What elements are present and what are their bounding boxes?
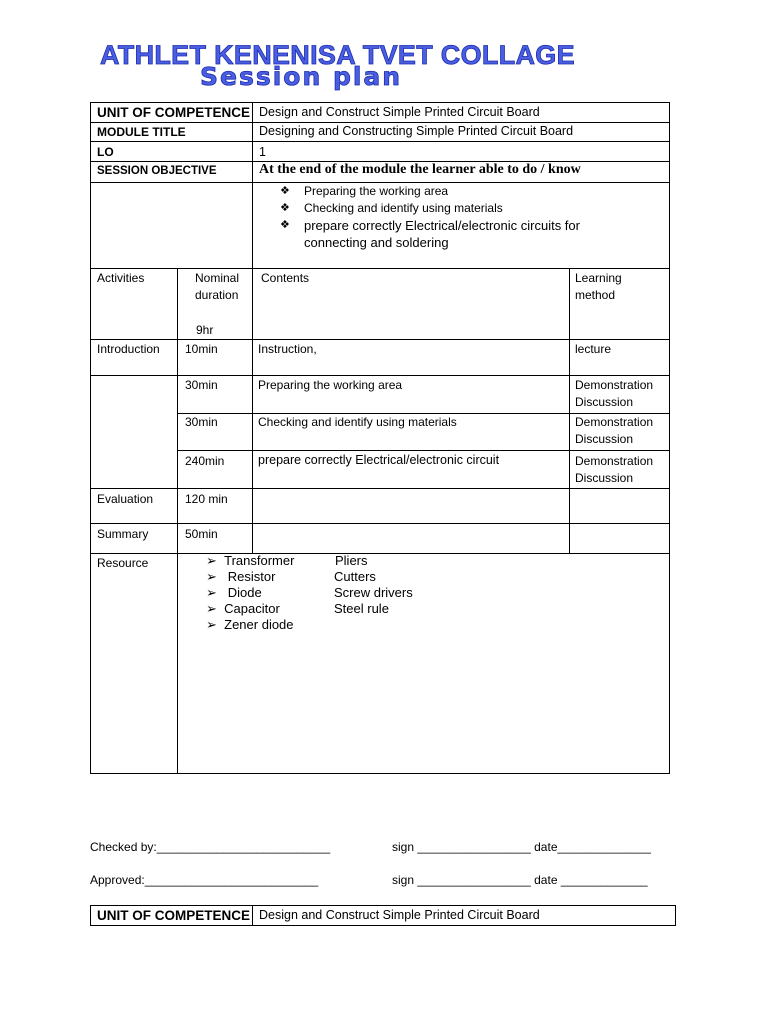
arrow-bullet-icon: ➢: [206, 553, 217, 568]
method: lecture: [575, 342, 612, 356]
content: prepare correctly Electrical/electronic circuit: [258, 453, 500, 467]
col-activities: Activities: [97, 271, 145, 285]
diamond-bullet-icon: ❖: [280, 185, 290, 197]
arrow-bullet-icon: ➢: [206, 569, 217, 584]
duration: 240min: [185, 454, 225, 468]
duration: 10min: [185, 342, 218, 356]
method: Demonstration Discussion: [575, 454, 654, 485]
list-item: Screw drivers: [334, 585, 413, 600]
objective-label: SESSION OBJECTIVE: [97, 165, 217, 177]
col-contents: Contents: [261, 271, 310, 285]
content: Instruction,: [258, 342, 317, 356]
duration: 30min: [185, 378, 218, 392]
unit-value: Design and Construct Simple Printed Circuit Board: [259, 105, 540, 119]
list-item: Steel rule: [334, 601, 389, 616]
objective-value: At the end of the module the learner able to do / know: [259, 162, 581, 177]
list-item: ➢ Zener diode: [206, 617, 294, 632]
session-plan-title: Session plan: [200, 62, 403, 91]
arrow-bullet-icon: ➢: [206, 585, 217, 600]
list-item: Pliers: [335, 553, 368, 568]
sign-date-2: sign _________________ date _____________: [392, 873, 648, 887]
module-label: MODULE TITLE: [97, 125, 186, 139]
checked-by: Checked by:__________________________: [90, 840, 331, 854]
content: Preparing the working area: [258, 378, 403, 392]
approved-by: Approved:__________________________: [90, 873, 319, 887]
list-item: ➢ Resistor: [206, 569, 276, 584]
sign-date-1: sign _________________ date______________: [392, 840, 651, 854]
diamond-bullet-icon: ❖: [280, 202, 290, 214]
resource-list-left: [206, 553, 294, 633]
duration: 120 min: [185, 492, 228, 506]
arrow-bullet-icon: ➢: [206, 601, 217, 616]
lo-label: LO: [97, 145, 114, 159]
resource-label: Resource: [97, 556, 149, 570]
col-nominal: Nominal duration: [195, 271, 240, 302]
unit-label: UNIT OF COMPETENCE: [97, 105, 251, 120]
method: Demonstration Discussion: [575, 415, 654, 446]
duration: 30min: [185, 415, 218, 429]
module-value: Designing and Constructing Simple Printed Circuit Board: [259, 124, 574, 138]
col-total: 9hr: [196, 323, 214, 337]
bottom-unit-label: UNIT OF COMPETENCE: [97, 908, 251, 923]
objective-list: [280, 183, 610, 251]
college-title: ATHLET KENENISA TVET COLLAGE: [100, 40, 575, 70]
content: Checking and identify using materials: [258, 415, 457, 429]
lo-value: 1: [259, 145, 266, 159]
method: Demonstration Discussion: [575, 378, 654, 409]
arrow-bullet-icon: ➢: [206, 617, 217, 632]
list-item: Cutters: [334, 569, 376, 584]
table-row: Evaluation: [97, 492, 154, 506]
list-item: ❖ prepare correctly Electrical/electronic circuits for connecting and soldering: [280, 218, 580, 250]
col-method: Learning method: [575, 271, 622, 302]
table-row: Summary: [97, 527, 149, 541]
duration: 50min: [185, 527, 218, 541]
list-item: ➢ Diode: [206, 585, 262, 600]
table-row: Introduction: [97, 342, 160, 356]
list-item: ❖ Preparing the working area: [280, 184, 449, 198]
list-item: ➢ Capacitor: [206, 601, 280, 616]
list-item: ❖ Checking and identify using materials: [280, 201, 503, 215]
bottom-unit-value: Design and Construct Simple Printed Circuit Board: [259, 908, 540, 922]
list-item: ➢ Transformer: [206, 553, 295, 568]
resource-list-right: [334, 553, 413, 617]
diamond-bullet-icon: ❖: [280, 219, 290, 231]
